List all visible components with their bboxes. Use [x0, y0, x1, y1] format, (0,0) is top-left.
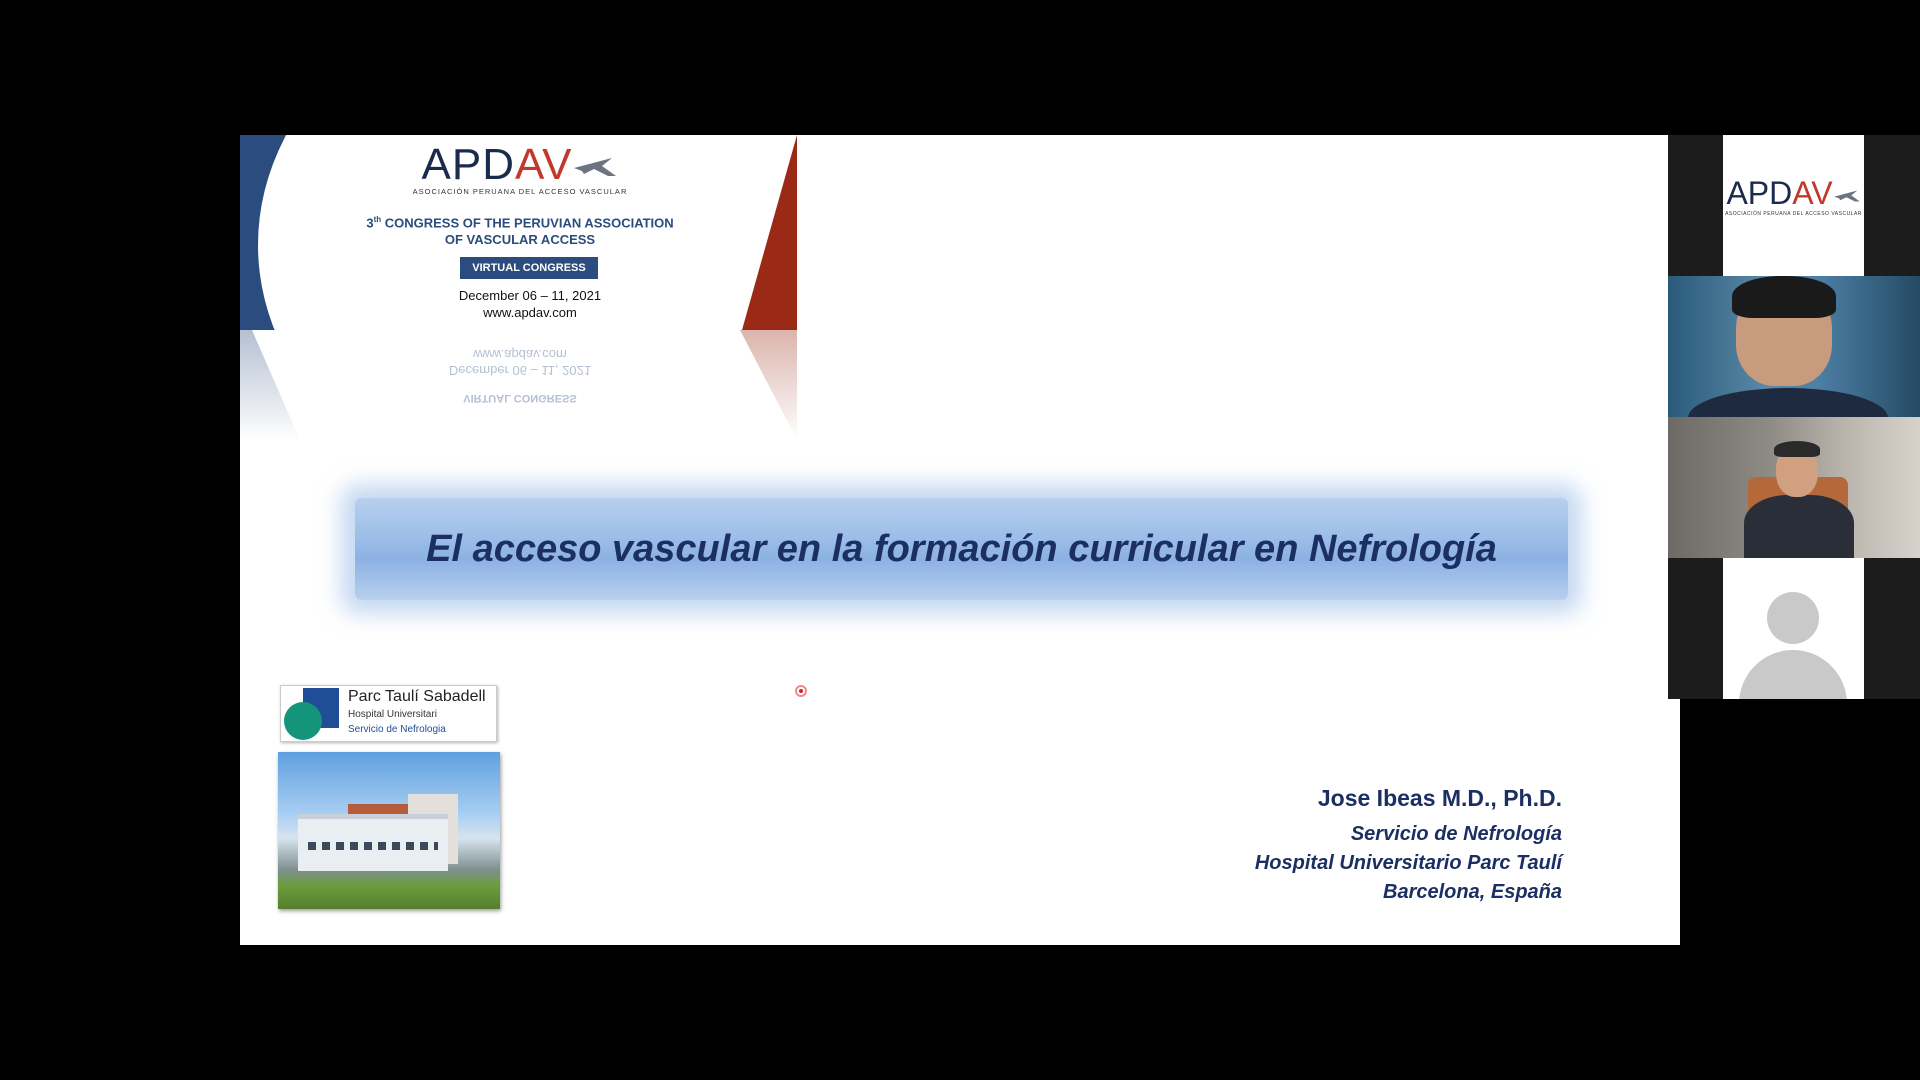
virtual-congress-badge: VIRTUAL CONGRESS	[460, 257, 598, 279]
hospital-logo-name: Parc Taulí Sabadell	[348, 688, 486, 705]
author-department: Servicio de Nefrología	[1350, 823, 1562, 845]
hospital-logo-department: Servicio de Nefrologia	[348, 724, 446, 735]
slide-title: El acceso vascular en la formación curricular en Nefrología	[426, 527, 1497, 570]
congress-title: 3th CONGRESS OF THE PERUVIAN ASSOCIATION OF VASCULAR ACCESS	[366, 215, 674, 248]
participant-tile[interactable]	[1668, 135, 1920, 276]
presentation-slide	[240, 135, 1680, 945]
hospital-logo-subtitle: Hospital Universitari	[348, 709, 437, 720]
apdav-logo: APDAV ASOCIACIÓN PERUANA DEL ACCESO VASCULAR	[1723, 135, 1864, 276]
user-avatar-icon	[1723, 558, 1864, 699]
participant-video-tile[interactable]	[1668, 276, 1920, 417]
participant-tile[interactable]	[1668, 558, 1920, 699]
parc-tauli-logo	[280, 685, 497, 742]
congress-dates: December 06 – 11, 2021	[458, 288, 602, 303]
airplane-icon	[572, 152, 618, 182]
association-name: ASOCIACIÓN PERUANA DEL ACCESO VASCULAR	[412, 187, 628, 196]
hospital-building-photo	[278, 752, 500, 909]
author-block	[1255, 785, 1562, 907]
author-location: Barcelona, España	[1383, 881, 1562, 903]
header-reflection: www.apdav.com December 06 – 11, 2021 VIRTUAL CONGRESS	[240, 330, 800, 440]
pointer-cursor-icon	[795, 685, 807, 697]
slide-title-box	[355, 498, 1568, 600]
author-hospital: Hospital Universitario Parc Taulí	[1254, 852, 1562, 874]
congress-website: www.apdav.com	[483, 305, 577, 320]
apdav-logo: APDAV ASOCIACIÓN PERUANA DEL ACCESO VASCULAR	[350, 139, 690, 196]
participant-video-tile[interactable]	[1668, 417, 1920, 558]
congress-info	[400, 287, 660, 321]
participant-video-strip	[1668, 135, 1920, 699]
author-name: Jose Ibeas M.D., Ph.D.	[1317, 785, 1562, 811]
airplane-icon	[1833, 186, 1861, 206]
